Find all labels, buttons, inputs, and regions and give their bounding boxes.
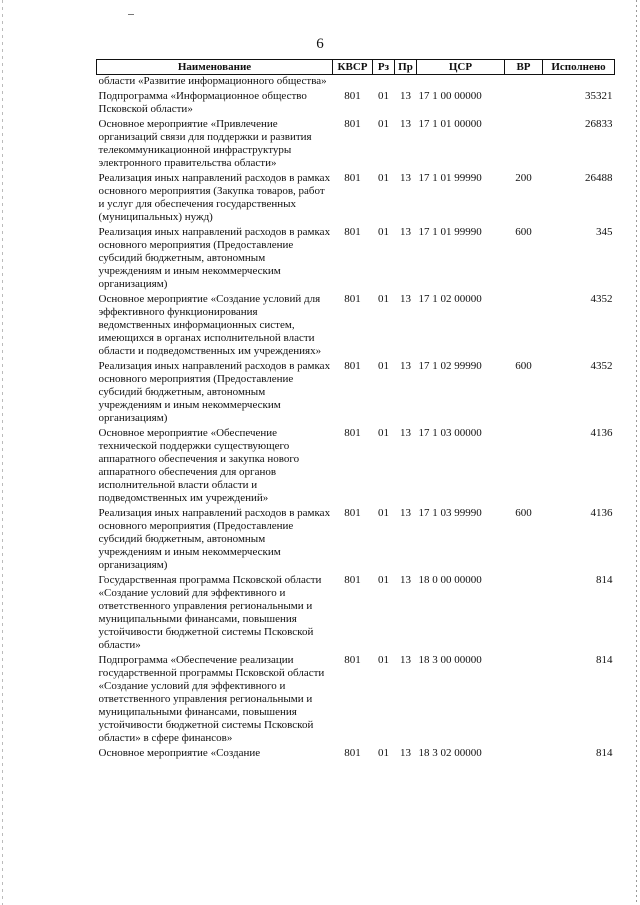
page-number: 6: [316, 36, 324, 52]
table-row: [97, 654, 615, 747]
cell-amount: 4352: [590, 360, 613, 372]
cell-rz: 01: [378, 226, 389, 238]
header-pr: Пр: [395, 60, 417, 75]
header-name: Наименование: [97, 60, 333, 75]
table-header-row: [97, 60, 615, 75]
cell-amount: 814: [596, 747, 613, 759]
cell-rz: 01: [378, 747, 389, 759]
cell-rz: 01: [378, 293, 389, 305]
header-csr: ЦСР: [417, 60, 505, 75]
table-row: [97, 360, 615, 427]
cell-kvsr: 801: [344, 427, 361, 439]
cell-csr: 18 3 00 00000: [418, 654, 482, 666]
cell-name: Основное мероприятие «Создание условий для эффективного функционирования ведомственных информационных систем, имеющихся в органах исполнительной власти области и подведомственных им учреждениях»: [98, 293, 322, 357]
budget-table: [96, 59, 615, 762]
cell-vr: [505, 293, 543, 360]
cell-kvsr: 801: [344, 172, 361, 184]
cell-pr: 13: [400, 507, 411, 519]
cell-rz: 01: [378, 360, 389, 372]
cell-pr: 13: [400, 172, 411, 184]
cell-csr: 18 3 02 00000: [418, 747, 482, 759]
cell-name: Подпрограмма «Информационное общество Псковской области»: [98, 90, 307, 115]
cell-name: Основное мероприятие «Создание: [98, 747, 261, 759]
cell-amount: 814: [596, 654, 613, 666]
cell-kvsr: 801: [344, 654, 361, 666]
cell-kvsr: 801: [344, 226, 361, 238]
cell-kvsr: 801: [344, 507, 361, 519]
header-kvsr: КВСР: [333, 60, 373, 75]
cell-kvsr: 801: [344, 574, 361, 586]
cell-rz: 01: [378, 574, 389, 586]
cell-pr: [395, 75, 417, 91]
scan-edge-left: [2, 0, 3, 905]
cell-kvsr: 801: [344, 90, 361, 102]
cell-name: Реализация иных направлений расходов в рамках основного мероприятия (Предоставление субсидий бюджетным, автономным учреждениям и иным некоммерческим организациям): [98, 507, 331, 571]
cell-name: Основное мероприятие «Обеспечение технической поддержки существующего аппаратного обеспечения и закупка нового аппаратного обеспечения для органов исполнительной власти области и подведомственных им учреждений»: [98, 427, 300, 504]
cell-amount: 26488: [585, 172, 613, 184]
cell-vr: [505, 427, 543, 507]
cell-name: Основное мероприятие «Привлечение организаций связи для поддержки и развития телекоммуникационной инфраструктуры электронного правительства области»: [98, 118, 312, 169]
table-row: [97, 507, 615, 574]
cell-vr: [505, 747, 543, 762]
cell-amount: 814: [596, 574, 613, 586]
cell-amount: 4136: [590, 427, 613, 439]
table-row: [97, 747, 615, 762]
table-row: [97, 293, 615, 360]
cell-rz: 01: [378, 654, 389, 666]
cell-csr: 17 1 03 99990: [418, 507, 482, 519]
cell-pr: 13: [400, 118, 411, 130]
cell-kvsr: 801: [344, 360, 361, 372]
cell-name: Реализация иных направлений расходов в рамках основного мероприятия (Предоставление субсидий бюджетным, автономным учреждениям и иным некоммерческим организациям): [98, 226, 331, 290]
header-rz: Рз: [373, 60, 395, 75]
cell-csr: 17 1 02 00000: [418, 293, 482, 305]
cell-amount: 35321: [585, 90, 613, 102]
cell-rz: 01: [378, 427, 389, 439]
cell-kvsr: [333, 75, 373, 91]
cell-amount: 4136: [590, 507, 613, 519]
cell-pr: 13: [400, 747, 411, 759]
cell-pr: 13: [400, 293, 411, 305]
cell-amount: 345: [596, 226, 613, 238]
cell-rz: 01: [378, 90, 389, 102]
cell-vr: 200: [515, 172, 532, 184]
cell-pr: 13: [400, 574, 411, 586]
cell-pr: 13: [400, 226, 411, 238]
cell-rz: 01: [378, 507, 389, 519]
cell-vr: [505, 118, 543, 172]
cell-vr: [505, 75, 543, 91]
cell-pr: 13: [400, 90, 411, 102]
cell-name: области «Развитие информационного общества»: [98, 75, 327, 87]
cell-vr: 600: [515, 507, 532, 519]
scan-edge-right: [636, 0, 637, 905]
table-row: [97, 172, 615, 226]
cell-pr: 13: [400, 654, 411, 666]
cell-vr: 600: [515, 360, 532, 372]
table-row: [97, 574, 615, 654]
cell-amount: [543, 75, 615, 91]
cell-rz: [373, 75, 395, 91]
cell-csr: 17 1 01 00000: [418, 118, 482, 130]
scan-mark: [128, 14, 134, 15]
table-row: [97, 75, 615, 91]
cell-csr: 17 1 00 00000: [418, 90, 482, 102]
cell-csr: 17 1 02 99990: [418, 360, 482, 372]
cell-kvsr: 801: [344, 118, 361, 130]
cell-pr: 13: [400, 360, 411, 372]
table-row: [97, 90, 615, 118]
cell-vr: [505, 654, 543, 747]
cell-rz: 01: [378, 172, 389, 184]
cell-csr: 17 1 01 99990: [418, 172, 482, 184]
header-amount: Исполнено: [543, 60, 615, 75]
cell-rz: 01: [378, 118, 389, 130]
cell-name: Государственная программа Псковской области «Создание условий для эффективного и ответственного управления региональными и муниципальными финансами, повышения устойчивости бюджетной системы Псковской области»: [98, 574, 322, 651]
cell-name: Подпрограмма «Обеспечение реализации государственной программы Псковской области «Создание условий для эффективного и ответственного управления региональными и муниципальными финансами, повышения устойчивости бюджетной системы Псковской области» в сфере финансов»: [98, 654, 325, 744]
cell-csr: [417, 75, 505, 91]
cell-name: Реализация иных направлений расходов в рамках основного мероприятия (Закупка товаров, работ и услуг для обеспечения государственных (муниципальных) нужд): [98, 172, 331, 223]
cell-amount: 26833: [585, 118, 613, 130]
table-row: [97, 427, 615, 507]
table-row: [97, 118, 615, 172]
cell-csr: 18 0 00 00000: [418, 574, 482, 586]
cell-vr: [505, 90, 543, 118]
cell-kvsr: 801: [344, 293, 361, 305]
cell-csr: 17 1 01 99990: [418, 226, 482, 238]
header-vr: ВР: [505, 60, 543, 75]
table-row: [97, 226, 615, 293]
cell-kvsr: 801: [344, 747, 361, 759]
cell-vr: [505, 574, 543, 654]
cell-name: Реализация иных направлений расходов в рамках основного мероприятия (Предоставление субсидий бюджетным, автономным учреждениям и иным некоммерческим организациям): [98, 360, 331, 424]
cell-csr: 17 1 03 00000: [418, 427, 482, 439]
cell-pr: 13: [400, 427, 411, 439]
cell-vr: 600: [515, 226, 532, 238]
cell-amount: 4352: [590, 293, 613, 305]
